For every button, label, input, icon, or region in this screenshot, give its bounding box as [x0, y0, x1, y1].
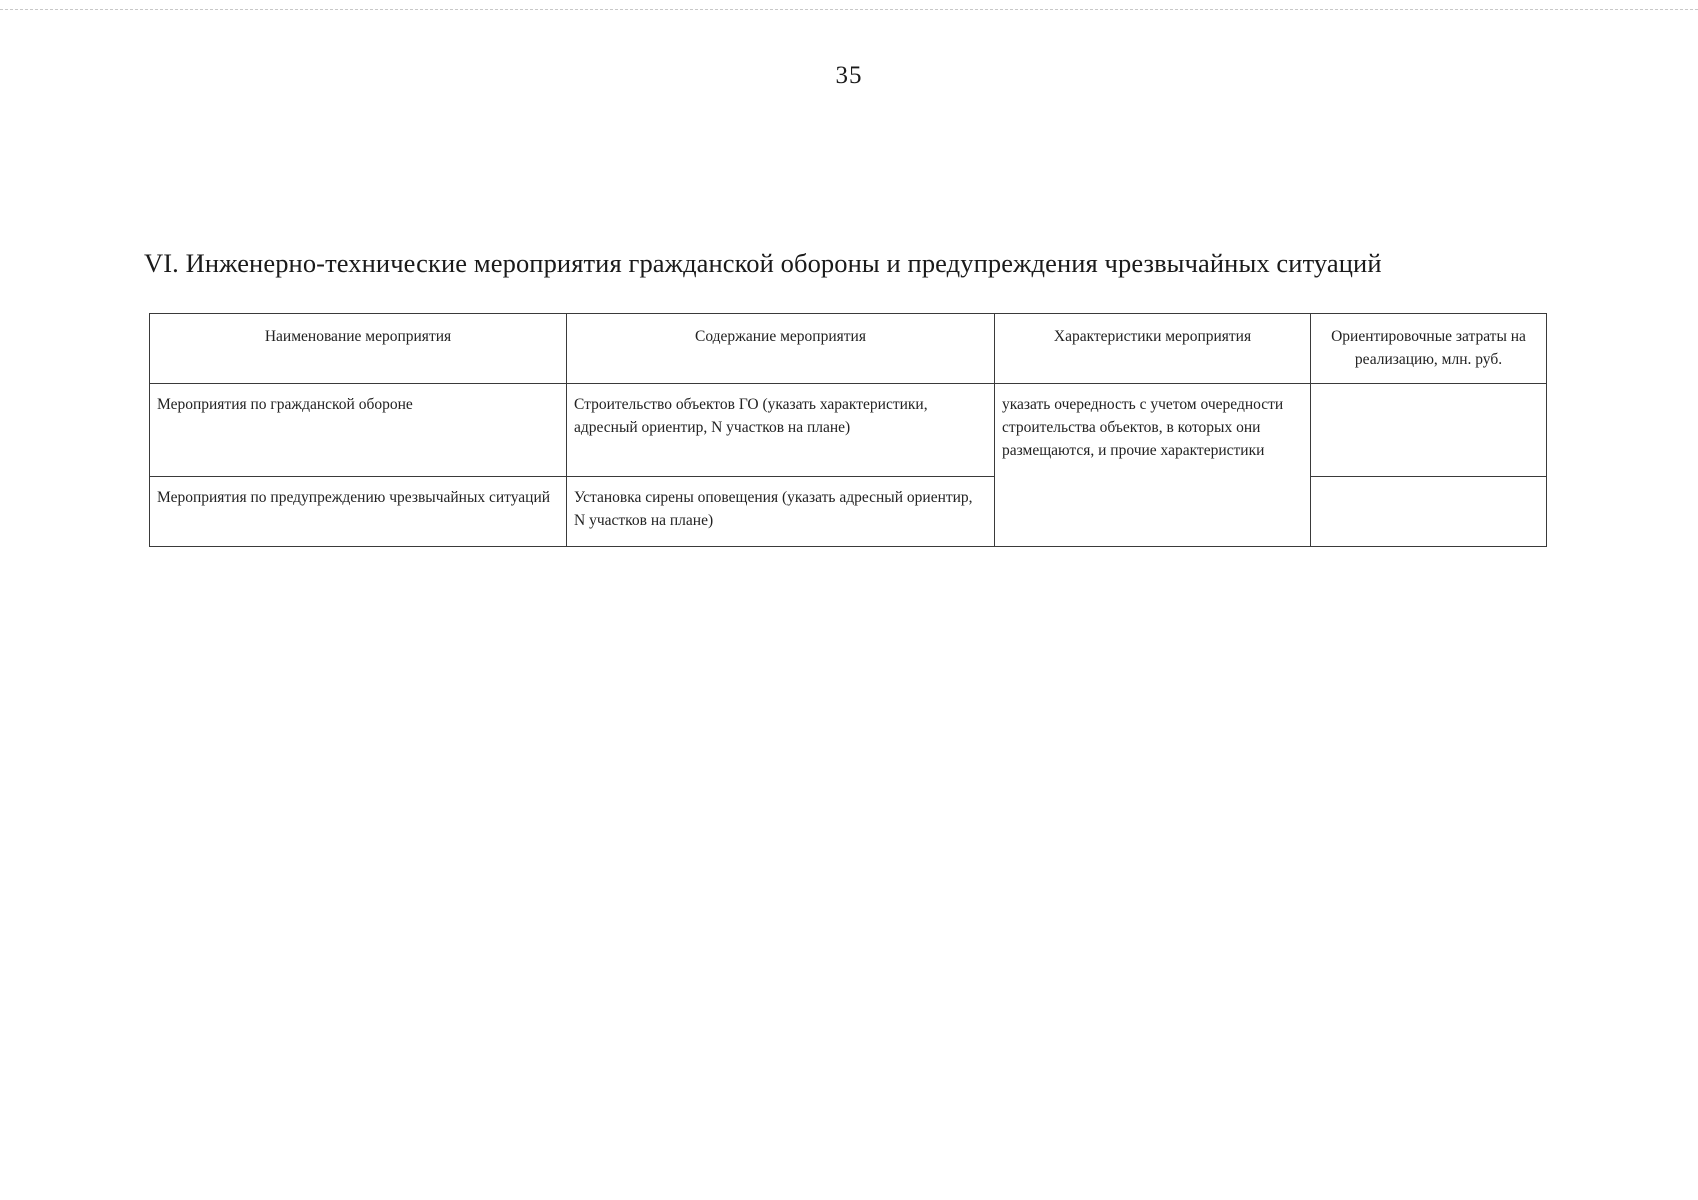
row-civil-defense-name: Мероприятия по гражданской обороне: [150, 384, 567, 477]
shared-characteristics-cell: указать очередность с учетом очередности строительства объектов, в которых они размещаются, и прочие характеристики: [995, 384, 1311, 547]
table-header-row: [150, 314, 1547, 384]
table-row: [150, 477, 1547, 547]
header-name: Наименование мероприятия: [150, 314, 567, 384]
header-content: Содержание мероприятия: [567, 314, 995, 384]
header-costs: Ориентировочные затраты на реализацию, млн. руб.: [1311, 314, 1547, 384]
row-civil-defense-costs: [1311, 384, 1547, 477]
header-characteristics: Характеристики мероприятия: [995, 314, 1311, 384]
measures-table: [149, 313, 1547, 547]
scan-edge-line: [0, 9, 1698, 10]
table-row: [150, 384, 1547, 477]
row-civil-defense-content: Строительство объектов ГО (указать характеристики, адресный ориентир, N участков на плане): [567, 384, 995, 477]
row-emergency-name: Мероприятия по предупреждению чрезвычайных ситуаций: [150, 477, 567, 547]
row-emergency-costs: [1311, 477, 1547, 547]
row-emergency-content: Установка сирены оповещения (указать адресный ориентир, N участков на плане): [567, 477, 995, 547]
page-number: 35: [835, 62, 863, 89]
section-title: VI. Инженерно-технические мероприятия гражданской обороны и предупреждения чрезвычайных ситуаций: [144, 248, 1382, 278]
